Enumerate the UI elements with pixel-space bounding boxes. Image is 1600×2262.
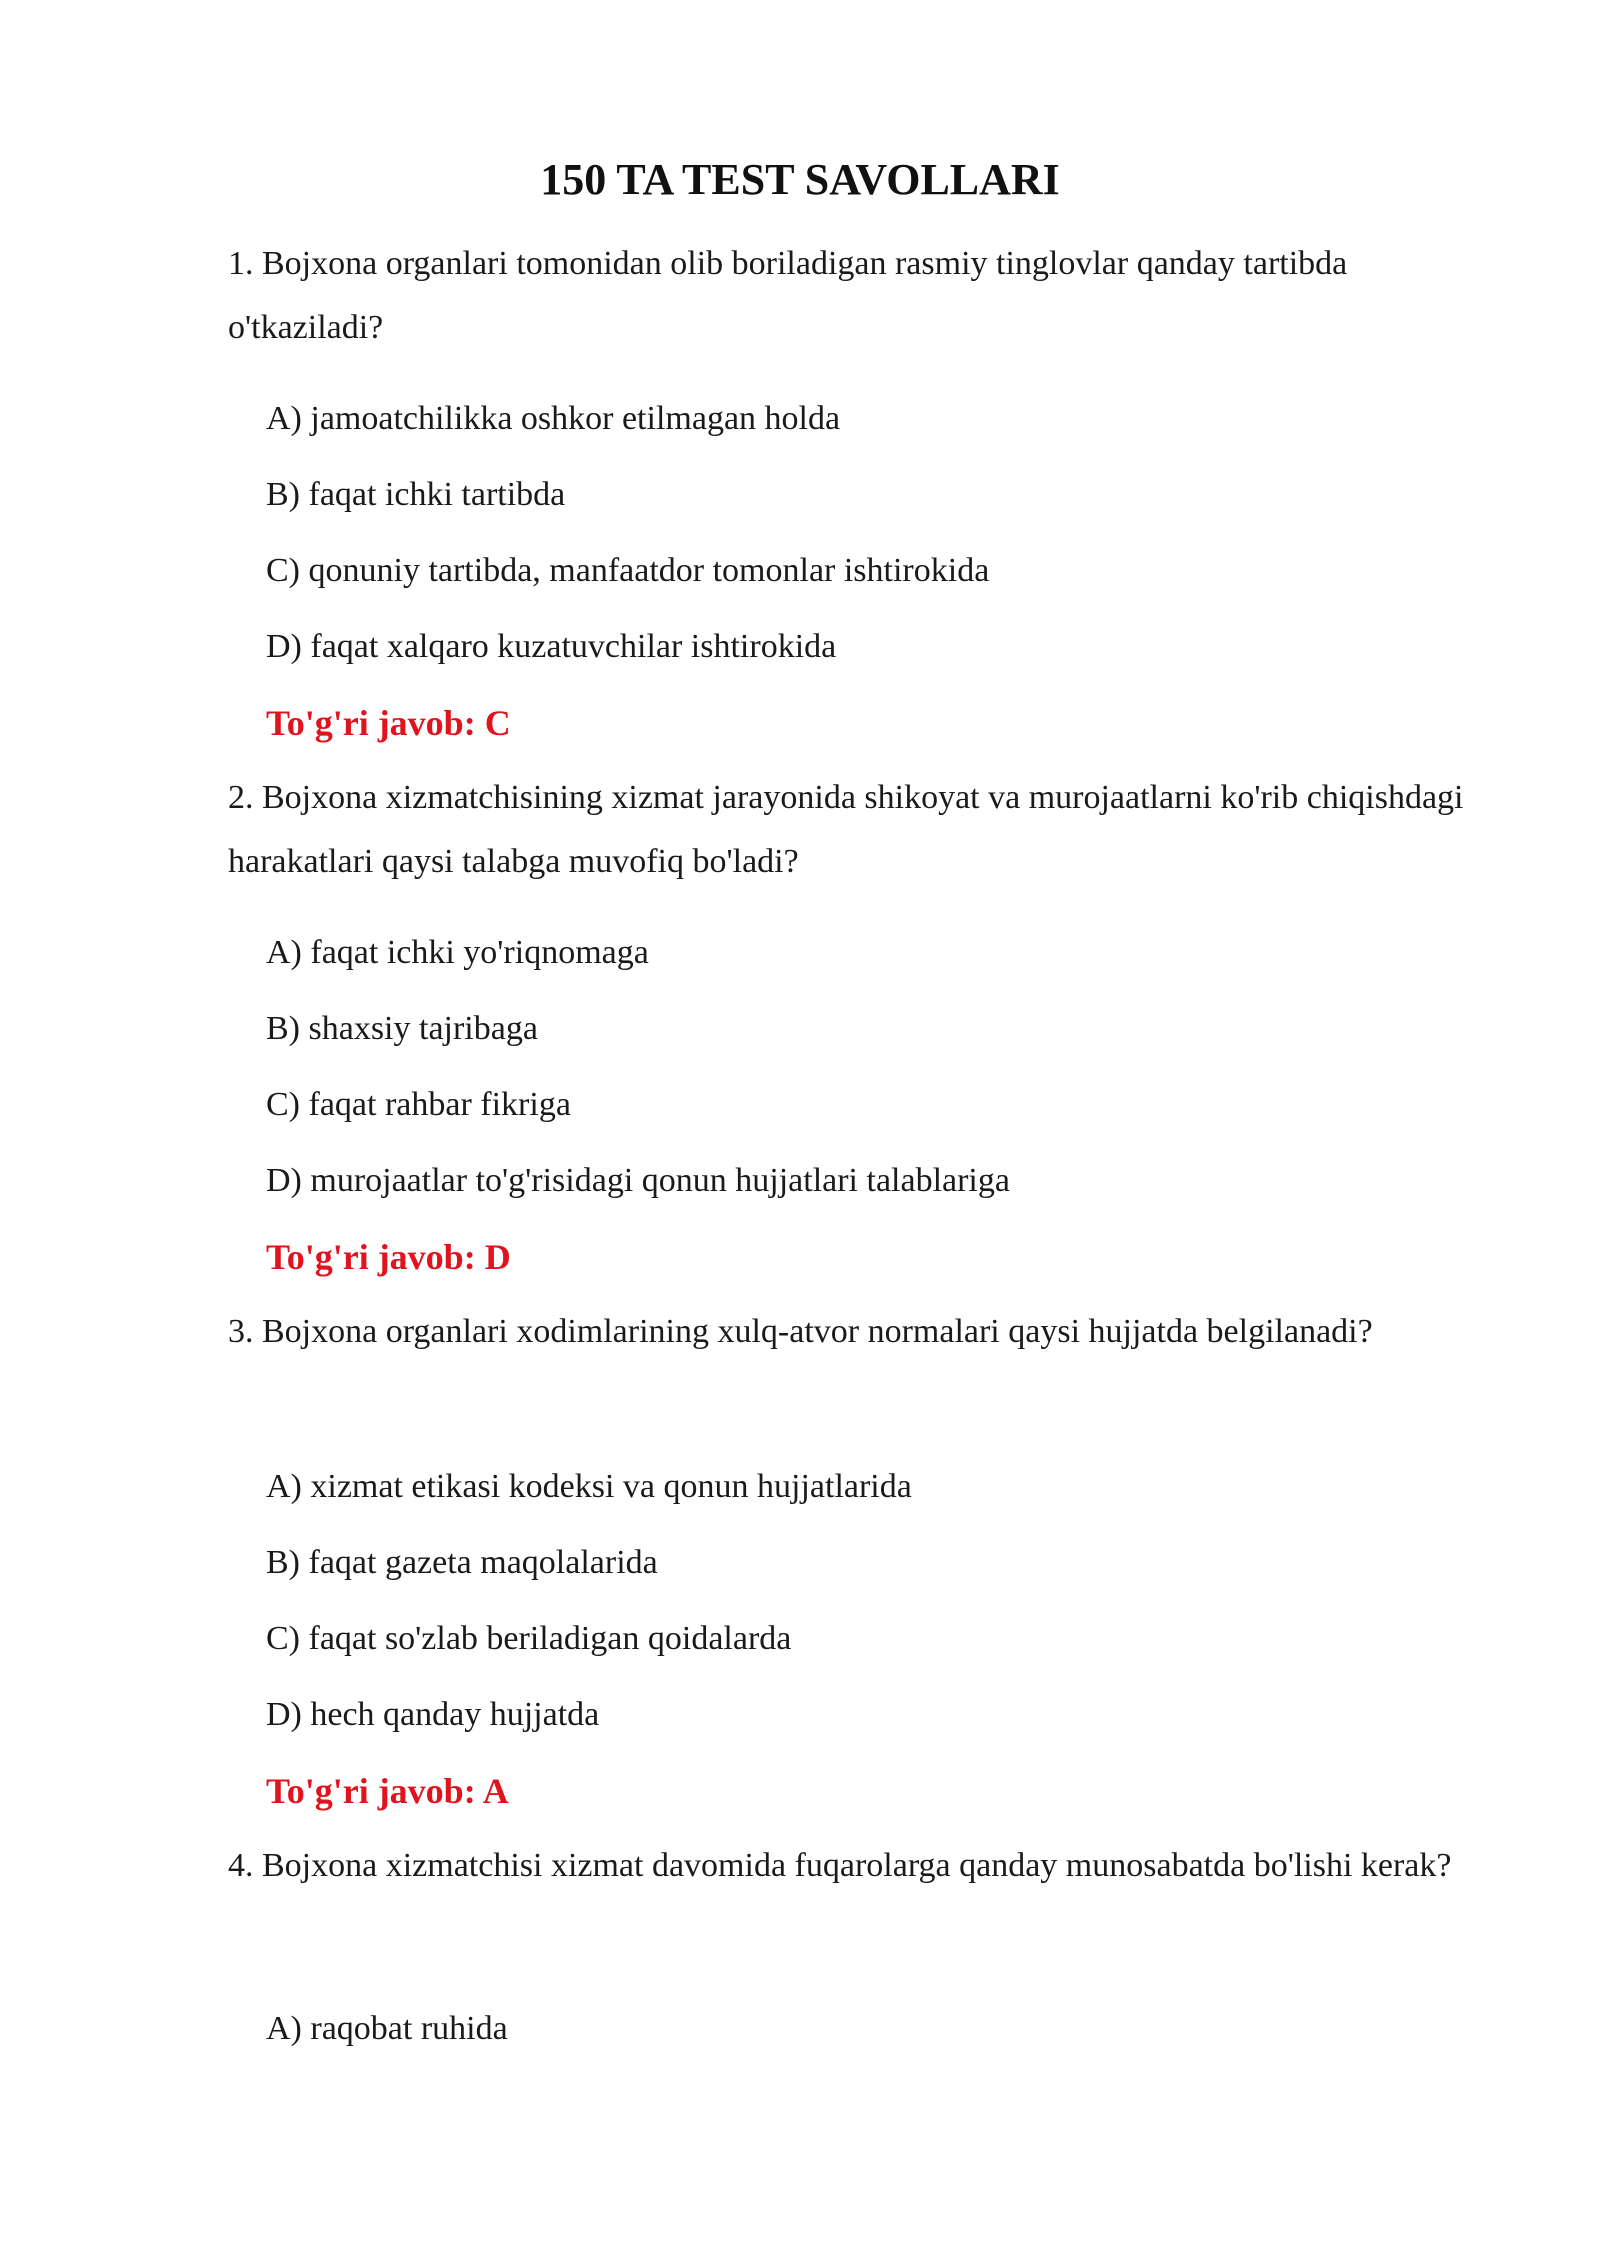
question-2-option-d: D) murojaatlar to'g'risidagi qonun hujjatlari talablariga [266, 1162, 1010, 1199]
question-4-option-a: A) raqobat ruhida [266, 2010, 508, 2047]
question-1-option-a: A) jamoatchilikka oshkor etilmagan holda [266, 400, 841, 437]
question-1-option-b: B) faqat ichki tartibda [266, 476, 566, 513]
question-4-text: 4. Bojxona xizmatchisi xizmat davomida fuqarolarga qanday munosabatda bo'lishi kerak? [228, 1847, 1452, 1884]
question-2-option-b: B) shaxsiy tajribaga [266, 1010, 538, 1047]
question-2-text: 2. Bojxona xizmatchisining xizmat jarayonida shikoyat va murojaatlarni ko'rib chiqishdagi harakatlari qaysi talabga muvofiq bo'ladi? [228, 779, 1464, 880]
question-3-answer: To'g'ri javob: A [266, 1771, 509, 1811]
question-1-answer: To'g'ri javob: C [266, 703, 511, 743]
question-2-option-c: C) faqat rahbar fikriga [266, 1086, 571, 1123]
page-title: 150 TA TEST SAVOLLARI [540, 155, 1060, 204]
question-3-option-b: B) faqat gazeta maqolalarida [266, 1544, 658, 1581]
question-3-option-c: C) faqat so'zlab beriladigan qoidalarda [266, 1620, 792, 1657]
question-3-option-d: D) hech qanday hujjatda [266, 1696, 600, 1733]
question-3-option-a: A) xizmat etikasi kodeksi va qonun hujjatlarida [266, 1468, 912, 1505]
question-1-text: 1. Bojxona organlari tomonidan olib boriladigan rasmiy tinglovlar qanday tartibda o'tkaziladi? [228, 245, 1348, 346]
question-1-option-d: D) faqat xalqaro kuzatuvchilar ishtirokida [266, 628, 837, 665]
question-2-answer: To'g'ri javob: D [266, 1237, 511, 1277]
question-3-text: 3. Bojxona organlari xodimlarining xulq-atvor normalari qaysi hujjatda belgilanadi? [228, 1313, 1373, 1350]
question-2-option-a: A) faqat ichki yo'riqnomaga [266, 934, 649, 971]
question-1-option-c: C) qonuniy tartibda, manfaatdor tomonlar ishtirokida [266, 552, 990, 589]
